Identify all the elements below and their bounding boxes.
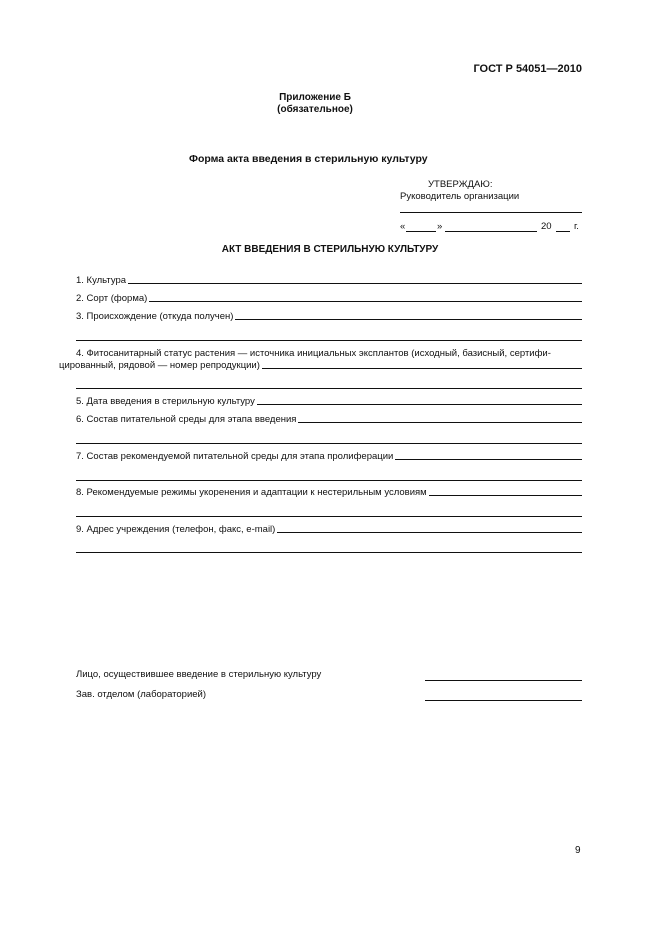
item-phytosanitary-extra-line[interactable] [76,388,582,389]
signature-performer-line[interactable] [425,680,582,681]
item-date [76,396,582,407]
item-origin-label: 3. Происхождение (откуда получен) [76,311,234,322]
item-medium [76,414,582,425]
item-phytosanitary-label-cont: цированный, рядовой — номер репродукции) [59,360,260,371]
item-rooting-extra-line[interactable] [76,516,582,517]
approval-signature-line [400,212,582,213]
standard-number: ГОСТ Р 54051—2010 [473,63,582,75]
item-origin-extra-line[interactable] [76,340,582,341]
item-medium-extra-line[interactable] [76,443,582,444]
item-culture-label: 1. Культура [76,275,127,286]
item-phytosanitary [59,360,582,371]
item-variety-label: 2. Сорт (форма) [76,293,148,304]
signature-performer-label: Лицо, осуществившее введение в стерильную культуру [76,669,322,680]
item-rooting [76,487,582,498]
form-title: Форма акта введения в стерильную культуру [189,153,428,165]
approval-close-quote: » [437,221,443,232]
act-title: АКТ ВВЕДЕНИЯ В СТЕРИЛЬНУЮ КУЛЬТУРУ [221,244,439,255]
approval-year-suffix: г. [574,221,579,232]
item-phytosanitary-field[interactable] [262,368,582,369]
item-phytosanitary-label: 4. Фитосанитарный статус растения — источника инициальных эксплантов (исходный, базисный, сертифи- [76,348,551,359]
page-number: 9 [575,845,581,856]
item-proliferation-label: 7. Состав рекомендуемой питательной среды для этапа пролиферации [76,451,394,462]
item-proliferation-extra-line[interactable] [76,480,582,481]
item-address-label: 9. Адрес учреждения (телефон, факс, e-mail) [76,524,276,535]
item-address [76,524,582,535]
item-origin [76,311,582,322]
item-rooting-field[interactable] [429,495,582,496]
signature-head-label: Зав. отделом (лабораторией) [76,689,207,700]
approval-open-quote: « [400,221,406,232]
item-origin-field[interactable] [235,319,582,320]
approval-day-line [406,231,436,232]
item-culture [76,275,582,286]
item-rooting-label: 8. Рекомендуемые режимы укоренения и адаптации к нестерильным условиям [76,487,427,498]
item-medium-label: 6. Состав питательной среды для этапа введения [76,414,297,425]
approval-year-line [556,231,570,232]
item-variety-field[interactable] [149,301,582,302]
item-proliferation [76,451,582,462]
approval-month-line [445,231,537,232]
signature-head-line[interactable] [425,700,582,701]
approval-label: УТВЕРЖДАЮ: [428,179,493,190]
item-address-field[interactable] [277,532,582,533]
item-date-label: 5. Дата введения в стерильную культуру [76,396,255,407]
approval-position: Руководитель организации [400,191,520,202]
appendix-status: (обязательное) [277,104,353,115]
item-date-field[interactable] [257,404,582,405]
item-variety [76,293,582,304]
approval-year-prefix: 20 [541,221,552,232]
item-medium-field[interactable] [298,422,582,423]
item-proliferation-field[interactable] [395,459,582,460]
appendix-title: Приложение Б [279,92,351,103]
item-culture-field[interactable] [128,283,582,284]
item-address-extra-line[interactable] [76,552,582,553]
